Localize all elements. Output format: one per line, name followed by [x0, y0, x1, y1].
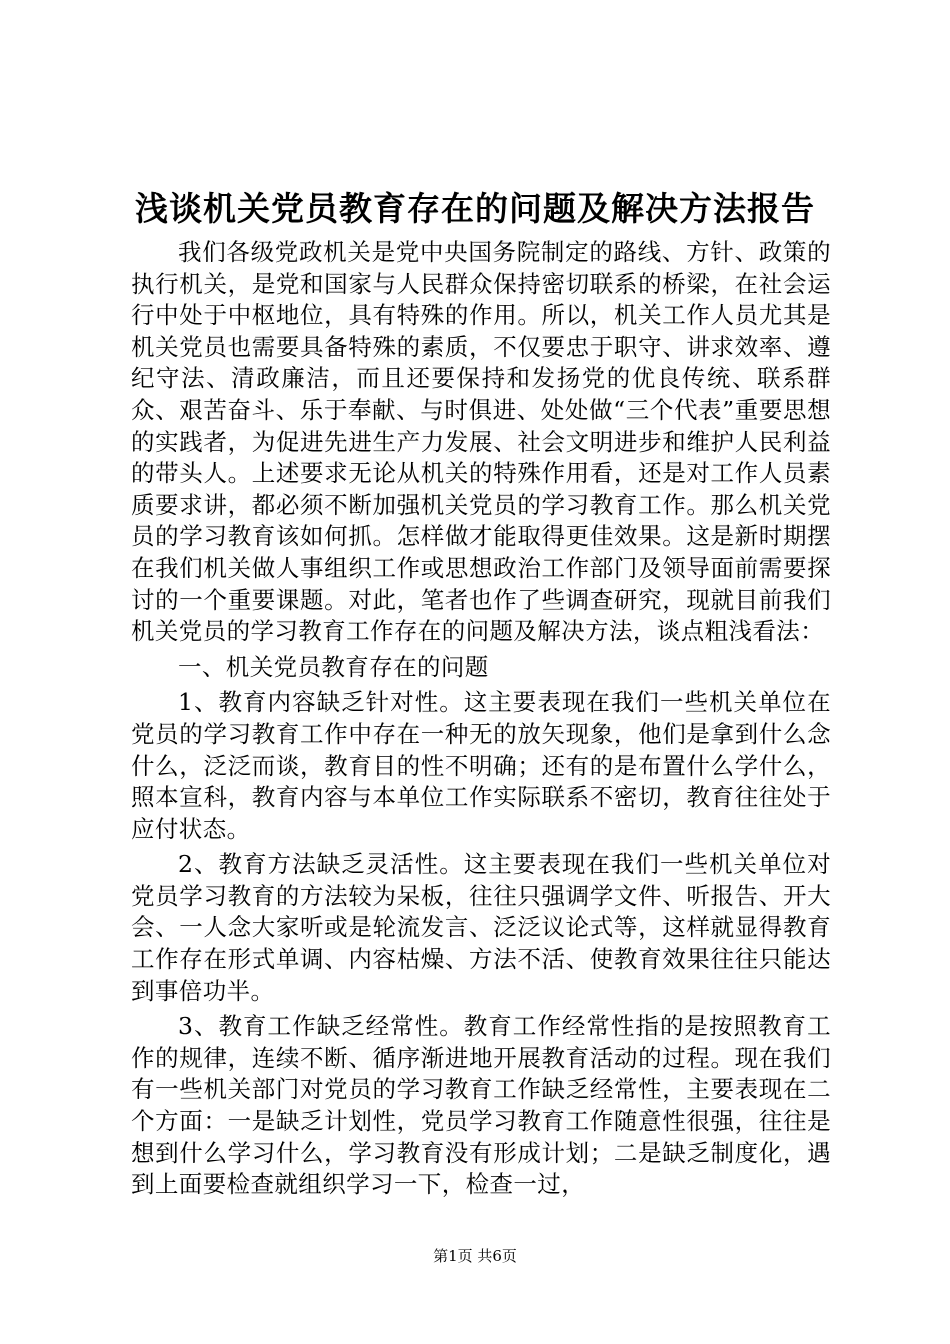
- point-2-paragraph: 2、教育方法缺乏灵活性。这主要表现在我们一些机关单位对党员学习教育的方法较为呆板，往往只强调学文件、听报告、开大会、一人念大家听或是轮流发言、泛泛议论式等，这样就显得教育工作存在形式单调、内容枯燥、方法不活、使教育效果往往只能达到事倍功半。: [131, 850, 831, 1005]
- document-title: 浅谈机关党员教育存在的问题及解决方法报告: [135, 189, 815, 228]
- page-footer: 第1页 共6页: [433, 1247, 517, 1265]
- section-heading: 一、机关党员教育存在的问题: [178, 652, 489, 681]
- point-3-paragraph: 3、教育工作缺乏经常性。教育工作经常性指的是按照教育工作的规律，连续不断、循序渐进地开展教育活动的过程。现在我们有一些机关部门对党员的学习教育工作缺乏经常性，主要表现在二个方面：一是缺乏计划性，党员学习教育工作随意性很强，往往是想到什么学习什么，学习教育没有形成计划；二是缺乏制度化，遇到上面要检查就组织学习一下，检查一过，: [131, 1012, 831, 1199]
- intro-paragraph: 我们各级党政机关是党中央国务院制定的路线、方针、政策的执行机关，是党和国家与人民群众保持密切联系的桥梁，在社会运行中处于中枢地位，具有特殊的作用。所以，机关工作人员尤其是机关党员也需要具备特殊的素质，不仅要忠于职守、讲求效率、遵纪守法、清政廉洁，而且还要保持和发扬党的优良传统、联系群众、艰苦奋斗、乐于奉献、与时俱进、处处做“三个代表”重要思想的实践者，为促进先进生产力发展、社会文明进步和维护人民利益的带头人。上述要求无论从机关的特殊作用看，还是对工作人员素质要求讲，都必须不断加强机关党员的学习教育工作。那么机关党员的学习教育该如何抓。怎样做才能取得更佳效果。这是新时期摆在我们机关做人事组织工作或思想政治工作部门及领导面前需要探讨的一个重要课题。对此，笔者也作了些调查研究，现就目前我们机关党员的学习教育工作存在的问题及解决方法，谈点粗浅看法：: [131, 238, 831, 646]
- point-1-paragraph: 1、教育内容缺乏针对性。这主要表现在我们一些机关单位在党员的学习教育工作中存在一种无的放矢现象，他们是拿到什么念什么，泛泛而谈，教育目的性不明确；还有的是布置什么学什么，照本宣科，教育内容与本单位工作实际联系不密切，教育往往处于应付状态。: [131, 688, 831, 843]
- document-body: [131, 237, 831, 1205]
